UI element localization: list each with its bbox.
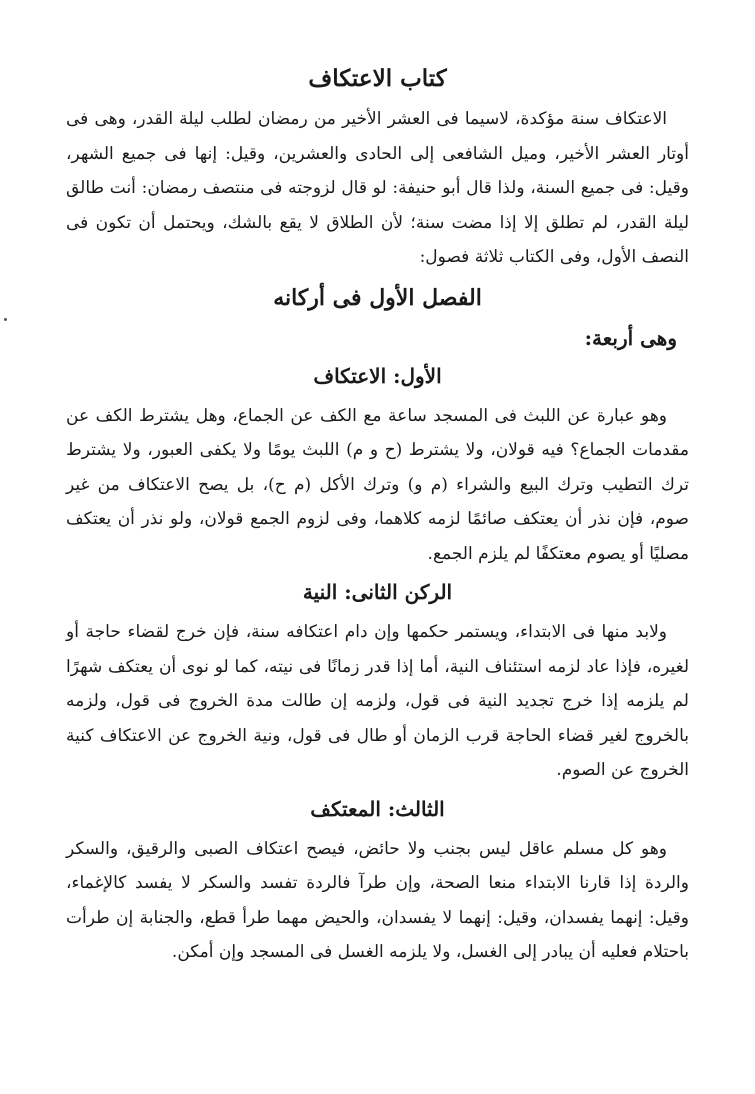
margin-speck <box>4 318 7 321</box>
section-heading-mutakif: الثالث: المعتكف <box>310 796 445 821</box>
section-heading-niyyah: الركن الثانى: النية <box>302 580 453 604</box>
section-heading-itikaf: الأول: الاعتكاف <box>313 363 442 388</box>
intro-paragraph: الاعتكاف سنة مؤكدة، لاسيما فى العشر الأخير من رمضان لطلب ليلة القدر، وهى فى أوتار العشر الأخير، وميل الشافعى إلى الحادى والعشرين، وقيل: إنها فى جميع الشهر، وقيل: فى جميع السنة، ولذا قال أبو حنيفة: لو قال لزوجته فى منتصف رمضان: أنت طالق ليلة القدر، لم تطلق إلا إذا مضت سنة؛ لأن الطلاق لا يقع بالشك، ويحتمل أن تكون فى النصف الأول، وفى الكتاب ثلاثة فصول: <box>66 109 689 267</box>
section-text-niyyah: ولابد منها فى الابتداء، ويستمر حكمها وإن دام اعتكافه سنة، فإن خرج لقضاء حاجة أو لغيره، فإذا عاد لزمه استئناف النية، أما إذا قدر زمانًا فى نيته، كما لو نوى أن يعتكف شهرًا لم يلزمه إذا خرج تجديد النية فى قول، ولزمه إن طالت مدة الخروج فى قول، ولزمه بالخروج لغير قضاء الحاجة قرب الزمان أو طال فى قول، ونية الخروج عن الاعتكاف كنية الخروج عن الصوم. <box>66 622 689 780</box>
chapter-heading: الفصل الأول فى أركانه <box>273 284 482 311</box>
section-text-itikaf: وهو عبارة عن اللبث فى المسجد ساعة مع الكف عن الجماع، وهل يشترط الكف عن مقدمات الجماع؟ فيه قولان، ولا يشترط (ح و م) اللبث يومًا ولا يكفى العبور، ولا يشترط ترك التطيب وترك البيع والشراء (م و) وترك الأكل (م ح)، بل يصح الاعتكاف من غير صوم، فإن نذر أن يعتكف صائمًا لزمه كلاهما، وفى لزوم الجمع قولان، ولو نذر أن يعتكف مصليًا أو يصوم معتكفًا لم يلزم الجمع. <box>66 405 689 564</box>
chapter-intro: وهى أربعة: <box>584 325 677 350</box>
section-text-mutakif: وهو كل مسلم عاقل ليس بجنب ولا حائض، فيصح اعتكاف الصبى والرقيق، والسكر والردة إذا قارنا الابتداء منعا الصحة، وإن طرآ فالردة تفسد والسكر لا يفسد كالإغماء، وقيل: إنهما يفسدان، وقيل: إنهما لا يفسدان، والحيض مهما طرأ قطع، والجنابة إن طرأت باحتلام فعليه أن يبادر إلى الغسل، ولا يلزمه الغسل فى المسجد وإن أمكن. <box>66 838 689 962</box>
book-title: كتاب الاعتكاف <box>308 65 447 92</box>
